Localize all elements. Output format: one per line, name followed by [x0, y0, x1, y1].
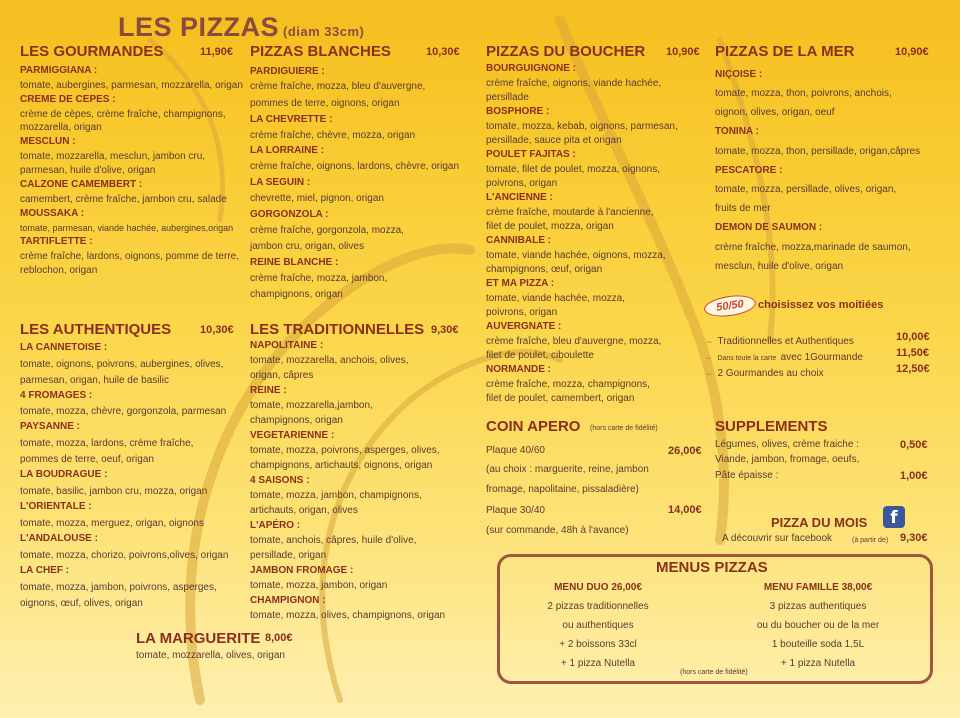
pizza-desc: tomate, mozzarella,jambon,	[250, 400, 373, 411]
pizza-name: REINE :	[250, 385, 287, 396]
pizza-name: NAPOLITAINE :	[250, 340, 324, 351]
pizza-name: PARDIGUIERE :	[250, 66, 325, 77]
pizza-desc: tomate, mozza, jambon, origan	[250, 580, 388, 591]
pizza-desc: persillade, sauce pita et origan	[486, 135, 622, 146]
pizza-desc: tomate, parmesan, viande hachée, aubergines,origan	[20, 223, 234, 233]
menu-famille-title: MENU FAMILLE 38,00€	[763, 582, 873, 593]
pizza-desc: parmesan, huile d'olive, origan	[20, 165, 156, 176]
pizza-desc: filet de poulet, camembert, origan	[486, 393, 635, 404]
section-title-boucher: PIZZAS DU BOUCHER	[486, 43, 646, 60]
pizza-desc: crème fraîche, gorgonzola, mozza,	[250, 225, 404, 236]
section-price-authentiques: 10,30€	[200, 324, 234, 336]
pizza-desc: pommes de terre, oignons, origan	[250, 98, 400, 109]
pizza-name: LA BOUDRAGUE :	[20, 469, 108, 480]
pizza-name: LA CHEF :	[20, 565, 70, 576]
pizza-name: LA LORRAINE :	[250, 145, 325, 156]
half-half-title: choisissez vos moitiées	[758, 299, 884, 311]
pizza-name: POULET FAJITAS :	[486, 149, 576, 160]
pizza-desc: tomate, mozza, kebab, oignons, parmesan,	[486, 121, 678, 132]
pizza-name: TONINA :	[715, 126, 759, 137]
pizza-desc: tomate, mozza, persillade, olives, origan,	[715, 184, 897, 195]
apero-price: 14,00€	[668, 504, 702, 516]
pizza-name: VEGETARIENNE :	[250, 430, 335, 441]
menu-famille-line: ou du boucher ou de la mer	[756, 620, 880, 631]
pizza-name: 4 SAISONS :	[250, 475, 310, 486]
section-price-boucher: 10,90€	[666, 46, 700, 58]
pizza-desc: crème fraîche, mozza, jambon,	[250, 273, 388, 284]
pizza-name: PESCATORE :	[715, 165, 783, 176]
apero-note: (hors carte de fidélité)	[590, 425, 658, 432]
pizza-name: ET MA PIZZA :	[486, 278, 555, 289]
pizza-desc: champignons, origan	[250, 289, 343, 300]
menus-note: (hors carte de fidélité)	[680, 669, 748, 676]
pizza-name: 4 FROMAGES :	[20, 390, 93, 401]
pizza-name: JAMBON FROMAGE :	[250, 565, 354, 576]
half-half-row: ⇔ 2 Gourmandes au choix	[705, 368, 824, 379]
pizza-name: DEMON DE SAUMON :	[715, 222, 823, 233]
pizza-name: L'ANCIENNE :	[486, 192, 553, 203]
pizza-desc: poivrons, origan	[486, 307, 558, 318]
pizza-name: PAYSANNE :	[20, 421, 81, 432]
menu-duo-line: + 1 pizza Nutella	[560, 658, 636, 669]
pizza-desc: origan, câpres	[250, 370, 314, 381]
pizza-name: CALZONE CAMEMBERT :	[20, 179, 143, 190]
pizza-desc: crème fraîche, mozza, bleu d'auvergne,	[250, 81, 426, 92]
pizza-desc: tomate, mozza, thon, persillade, origan,câpres	[715, 146, 921, 157]
section-title-marguerite: LA MARGUERITE	[136, 630, 261, 647]
pizza-desc: mozzarella, origan	[20, 122, 102, 133]
page-title: LES PIZZAS (diam 33cm)	[118, 12, 365, 42]
half-half-mini-icon: ⇔	[705, 337, 713, 346]
supplement-line: Légumes, olives, crème fraiche :	[715, 439, 859, 450]
pizza-name: PARMIGGIANA :	[20, 65, 98, 76]
section-price-blanches: 10,30€	[426, 46, 460, 58]
section-title-supplements: SUPPLEMENTS	[715, 418, 828, 435]
pizza-desc: tomate, mozza, olives, champignons, origan	[250, 610, 446, 621]
section-price-traditionnelles: 9,30€	[431, 324, 459, 336]
supplement-price: 1,00€	[900, 470, 928, 482]
menus-title: MENUS PIZZAS	[656, 559, 768, 576]
pizza-desc: crème fraîche, lardons, oignons, pomme de terre,	[20, 251, 239, 262]
pizza-desc: fruits de mer	[715, 203, 771, 214]
pizza-desc: crème fraîche, bleu d'auvergne, mozza,	[486, 336, 662, 347]
pizza-desc: champignons, œuf, origan	[486, 264, 603, 275]
supplement-line: Viande, jambon, fromage, oeufs,	[715, 454, 860, 465]
section-title-traditionnelles: LES TRADITIONNELLES	[250, 321, 425, 338]
half-half-price: 10,00€	[896, 331, 930, 343]
apero-price: 26,00€	[668, 445, 702, 457]
pizza-name: L'ORIENTALE :	[20, 501, 92, 512]
pizza-name: LA CHEVRETTE :	[250, 114, 333, 125]
pizza-desc: parmesan, origan, huile de basilic	[20, 375, 169, 386]
pizza-desc: camembert, crème fraîche, jambon cru, salade	[20, 194, 227, 205]
pizza-desc: champignons, artichauts, oignons, origan	[250, 460, 433, 471]
pizza-desc: champignons, origan	[250, 415, 343, 426]
pizza-desc: tomate, mozza, chorizo, poivrons,olives, origan	[20, 550, 229, 561]
pizza-name: L'APÉRO :	[250, 520, 301, 531]
menu-famille-line: 1 bouteille soda 1,5L	[771, 639, 865, 650]
pizza-name: NORMANDE :	[486, 364, 551, 375]
section-title-blanches: PIZZAS BLANCHES	[250, 43, 391, 60]
pizza-name: CANNIBALE :	[486, 235, 551, 246]
pizza-du-mois-note: (à partir de)	[852, 537, 889, 544]
apero-line: Plaque 30/40	[486, 505, 545, 516]
section-title-authentiques: LES AUTHENTIQUES	[20, 321, 172, 338]
pizza-name: MOUSSAKA :	[20, 208, 85, 219]
section-price-marguerite: 8,00€	[265, 632, 293, 644]
pizza-desc: reblochon, origan	[20, 265, 98, 276]
section-title-apero: COIN APERO	[486, 418, 581, 435]
pizza-desc: mesclun, huile d'olive, origan	[715, 261, 844, 272]
pizza-desc: filet de poulet, mozza, origan	[486, 221, 614, 232]
pizza-du-mois-line: A découvrir sur facebook	[722, 533, 833, 544]
half-half-mini-icon: ⇔	[705, 369, 713, 378]
pizza-desc: tomate, mozza, jambon, poivrons, asperges,	[20, 582, 217, 593]
pizza-desc: tomate, mozzarella, anchois, olives,	[250, 355, 409, 366]
section-price-gourmandes: 11,90€	[200, 46, 234, 58]
pizza-name: BOSPHORE :	[486, 106, 550, 117]
menu-duo-line: 2 pizzas traditionnelles	[547, 601, 649, 612]
half-half-badge: 50/50	[703, 292, 757, 319]
pizza-desc: tomate, mozzarella, olives, origan	[136, 650, 285, 661]
pizza-desc: chevrette, miel, pignon, origan	[250, 193, 384, 204]
pizza-desc: crème fraîche, oignons, viande hachée,	[486, 78, 662, 89]
pizza-desc: tomate, oignons, poivrons, aubergines, olives,	[20, 359, 224, 370]
half-half-price: 12,50€	[896, 363, 930, 375]
pizza-desc: oignon, olives, origan, oeuf	[715, 107, 835, 118]
apero-line: (sur commande, 48h à l'avance)	[486, 525, 629, 536]
pizza-desc: tomate, mozza, merguez, origan, oignons	[20, 518, 204, 529]
pizza-desc: pommes de terre, oeuf, origan	[20, 454, 154, 465]
pizza-desc: jambon cru, origan, olives	[250, 241, 364, 252]
pizza-desc: poivrons, origan	[486, 178, 558, 189]
menu-famille-line: + 1 pizza Nutella	[780, 658, 856, 669]
half-half-mini-icon: ⇔	[705, 353, 713, 362]
section-price-mer: 10,90€	[895, 46, 929, 58]
half-half-price: 11,50€	[896, 347, 930, 359]
pizza-name: AUVERGNATE :	[486, 321, 562, 332]
pizza-desc: crème fraîche, mozza, champignons,	[486, 379, 650, 390]
supplement-price: 0,50€	[900, 439, 928, 451]
pizza-name: TARTIFLETTE :	[20, 236, 93, 247]
pizza-name: REINE BLANCHE :	[250, 257, 339, 268]
pizza-desc: tomate, mozzarella, mesclun, jambon cru,	[20, 151, 206, 162]
pizza-name: LA CANNETOISE :	[20, 342, 108, 353]
pizza-desc: tomate, mozza, lardons, crème fraîche,	[20, 438, 194, 449]
pizza-desc: tomate, viande hachée, mozza,	[486, 293, 625, 304]
supplement-line: Pâte épaisse :	[715, 470, 779, 481]
pizza-desc: crème fraîche, moutarde à l'ancienne,	[486, 207, 654, 218]
menu-duo-line: ou authentiques	[562, 620, 634, 631]
pizza-desc: crème fraîche, oignons, lardons, chèvre, origan	[250, 161, 459, 172]
pizza-du-mois-title: PIZZA DU MOIS	[771, 515, 868, 530]
pizza-name: NIÇOISE :	[715, 69, 763, 80]
pizza-name: BOURGUIGNONE :	[486, 63, 576, 74]
pizza-name: MESCLUN :	[20, 136, 76, 147]
pizza-desc: tomate, mozza, jambon, champignons,	[250, 490, 422, 501]
pizza-desc: tomate, filet de poulet, mozza, oignons,	[486, 164, 660, 175]
pizza-name: L'ANDALOUSE :	[20, 533, 98, 544]
pizza-desc: artichauts, origan, olives	[250, 505, 358, 516]
pizza-desc: tomate, mozza, chèvre, gorgonzola, parmesan	[20, 406, 227, 417]
pizza-desc: tomate, basilic, jambon cru, mozza, origan	[20, 486, 208, 497]
half-half-row: ⇔ Traditionnelles et Authentiques	[705, 336, 854, 347]
pizza-desc: oignons, œuf, olives, origan	[20, 598, 143, 609]
menu-duo-line: + 2 boissons 33cl	[559, 639, 637, 650]
section-title-gourmandes: LES GOURMANDES	[20, 43, 164, 60]
pizza-desc: persillade, origan	[250, 550, 327, 561]
pizza-name: CHAMPIGNON :	[250, 595, 326, 606]
pizza-desc: crème fraîche, mozza,marinade de saumon,	[715, 242, 911, 253]
pizza-desc: tomate, mozza, thon, poivrons, anchois,	[715, 88, 892, 99]
menu-duo-title: MENU DUO 26,00€	[554, 582, 642, 593]
facebook-icon[interactable]: f	[883, 506, 905, 528]
apero-line: (au choix : marguerite, reine, jambon	[486, 464, 649, 475]
pizza-name: GORGONZOLA :	[250, 209, 329, 220]
apero-line: Plaque 40/60	[486, 445, 545, 456]
menu-famille-line: 3 pizzas authentiques	[769, 601, 867, 612]
pizza-desc: crème fraîche, chèvre, mozza, origan	[250, 130, 416, 141]
pizza-name: LA SEGUIN :	[250, 177, 311, 188]
pizza-desc: filet de poulet, ciboulette	[486, 350, 594, 361]
pizza-name: CREME DE CEPES :	[20, 94, 116, 105]
apero-line: fromage, napolitaine, pissaladière)	[486, 484, 639, 495]
pizza-desc: tomate, aubergines, parmesan, mozzarella, origan	[20, 80, 243, 91]
pizza-desc: crème de cèpes, crème fraîche, champignons,	[20, 109, 226, 120]
pizza-du-mois-price: 9,30€	[900, 532, 928, 544]
pizza-desc: tomate, anchois, câpres, huile d'olive,	[250, 535, 417, 546]
pizza-desc: tomate, viande hachée, oignons, mozza,	[486, 250, 666, 261]
pizza-desc: persillade	[486, 92, 529, 103]
section-title-mer: PIZZAS DE LA MER	[715, 43, 855, 60]
half-half-row: ⇔ Dans toute la carte avec 1Gourmande	[705, 352, 863, 363]
pizza-desc: tomate, mozza, poivrons, asperges, olives,	[250, 445, 440, 456]
